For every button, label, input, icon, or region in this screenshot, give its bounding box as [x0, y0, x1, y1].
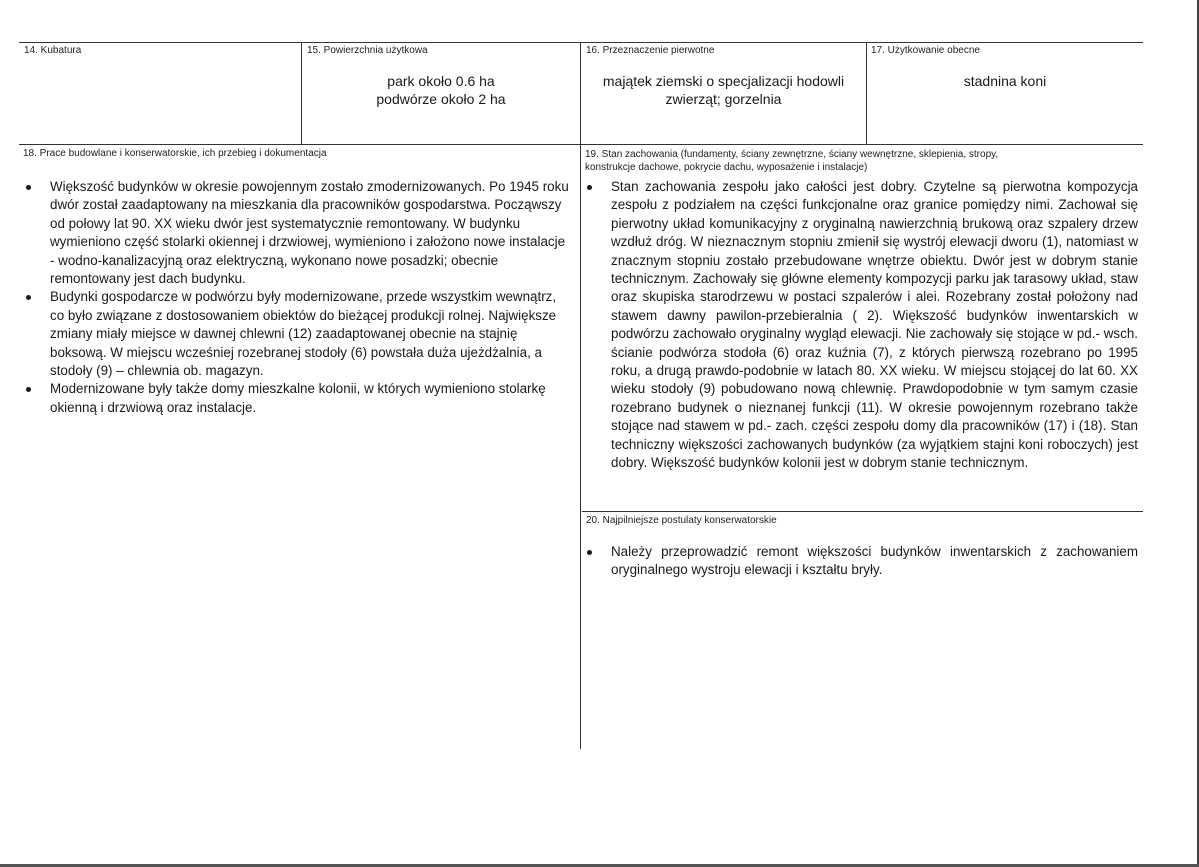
label-section18: 18. Prace budowlane i konserwatorskie, ich przebieg i dokumentacja [23, 148, 327, 159]
section18-item [21, 288, 573, 380]
value-przeznaczenie [581, 72, 866, 108]
value-uzytkowanie-line1: stadnina koni [963, 73, 1047, 89]
bullet-icon [587, 550, 592, 555]
section19-item-text: Stan zachowania zespołu jako całości jest dobry. Czytelne są pierwotna kompozycja zespołu z podziałem na części funkcjonalne oraz granice pomiędzy nimi. Zachował się pierwotny układ komunikacyjny z oryginalną nawierzchnią brukową oraz szpalery drzew wzdłuż dróg. W nieznacznym stopniu zmienił się wystrój elewacji dworu (1), natomiast w znacznym stopniu zostało przebudowane wnętrze obiektu. Dwór jest w dobrym stanie technicznym. Zachowały się główne elementy kompozycji parku jak tarasowy układ, staw oraz skupiska starodrzewu w postaci szpalerów i alei. Rozebrany został położony nad stawem dawny pawilon-przebieralnia ( 2). Większość budynków inwentarskich w podwórzu zachowało oryginalny wygląd elewacji. Nie zachowały się stojące w pd.- wsch. ścianie podwórza stodoła (6) oraz kuźnia (7), z których pierwszą rozebrano po 1995 roku, a drugą prawdo-podobnie w latach 80. XX wieku. W miejscu stojącej do lat 60. XX wieku stodoły (9) pobudowano nową chlewnię. Prawdopodobnie w tym samym czasie rozebrano budynek o nieznanej funkcji (11). W okresie powojennym rozebrano także stojące nad stawem w pd.- zach. części zespołu domy dla pracowników (17) i (18). Stan techniczny większości zachowanych budynków (za wyjątkiem stajni koni roboczych) jest dobry. Większość budynków kolonii jest w dobrym stanie technicznym. [611, 179, 1138, 471]
label-section19-line2: konstrukcje dachowe, pokrycie dachu, wyposażenie i instalacje) [585, 162, 868, 173]
section19-item [582, 178, 1138, 473]
rule-header-bottom [19, 144, 1143, 145]
bullet-icon [26, 295, 31, 300]
section20-item-text: Należy przeprowadzić remont większości budynków inwentarskich z zachowaniem oryginalnego wystroju elewacji i kształtu bryły. [611, 544, 1138, 578]
label-uzytkowanie: 17. Użytkowanie obecne [871, 45, 980, 56]
section19-list [582, 178, 1138, 473]
value-przeznaczenie-line1: majątek ziemski o specjalizacji hodowli [602, 73, 845, 89]
section18-item [21, 380, 573, 417]
section18-list [21, 178, 573, 417]
label-kubatura: 14. Kubatura [24, 45, 82, 56]
value-uzytkowanie [867, 72, 1143, 90]
section20-item [582, 543, 1138, 580]
rule-section20-top [582, 511, 1143, 512]
label-powierzchnia: 15. Powierzchnia użytkowa [307, 45, 428, 56]
rule-top [19, 42, 1143, 43]
value-powierzchnia-line2: podwórze około 2 ha [376, 91, 506, 107]
section18-item-text: Budynki gospodarcze w podwórzu były modernizowane, przede wszystkim wewnątrz, co było związane z dostosowaniem obiektów do bieżącej produkcji rolnej. Największe zmiany miały miejsce w dawnej chlewni (12) zaadaptowanej obecnie na stajnię boksową. W miejscu wcześniej rozebranej stodoły (6) powstała duża ujeżdżalnia, a stodoły (9) – chlewnia ob. magazyn. [50, 289, 557, 379]
value-powierzchnia-line1: park około 0.6 ha [387, 73, 495, 89]
label-section20: 20. Najpilniejsze postulaty konserwatorskie [586, 515, 777, 526]
bullet-icon [26, 185, 31, 190]
value-powierzchnia [302, 72, 580, 108]
section18-item-text: Modernizowane były także domy mieszkalne kolonii, w których wymieniono stolarkę okienną i drzwiową oraz instalacje. [50, 381, 546, 415]
label-przeznaczenie: 16. Przeznaczenie pierwotne [586, 45, 715, 56]
value-przeznaczenie-line2: zwierząt; gorzelnia [665, 91, 782, 107]
label-section19-line1: 19. Stan zachowania (fundamenty, ściany zewnętrzne, ściany wewnętrzne, sklepienia, stropy, [585, 149, 999, 160]
section18-item-text: Większość budynków w okresie powojennym zostało zmodernizowanych. Po 1945 roku dwór został zaadaptowany na mieszkania dla pracowników gospodarstwa. Począwszy od połowy lat 90. XX wieku dwór jest systematycznie remontowany. W budynku wymieniono część stolarki okiennej i drzwiowej, wymieniono i założono nowe instalacje - wodno-kanalizacyjną oraz elektryczną, wykonano nowe posadzki; obecnie remontowany jest dach budynku. [50, 179, 569, 287]
section18-item [21, 178, 573, 288]
bullet-icon [26, 387, 31, 392]
bullet-icon [587, 185, 592, 190]
rule-v-center [580, 42, 581, 749]
rule-v-17 [866, 42, 867, 144]
section20-list [582, 543, 1138, 580]
